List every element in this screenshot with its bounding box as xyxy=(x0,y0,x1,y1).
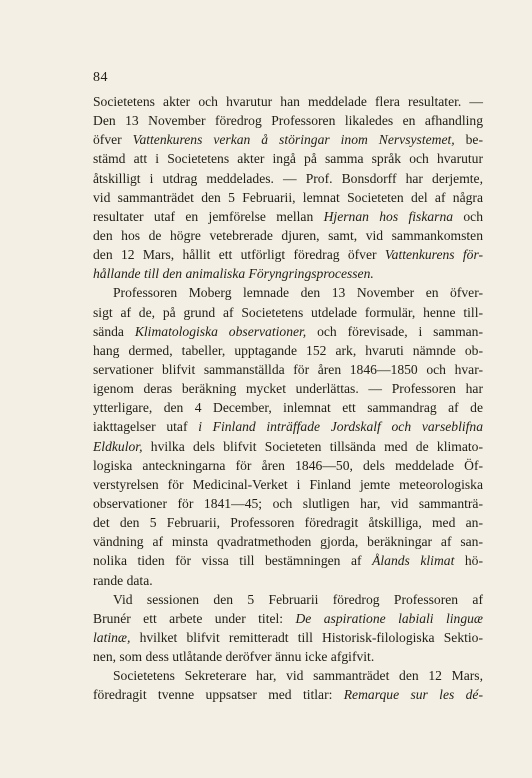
text-line xyxy=(93,169,483,188)
text-segment: hvilket blifvit remitteradt till Historisk-filologiska Sektio- xyxy=(130,629,483,645)
text-line xyxy=(93,130,483,149)
text-line xyxy=(93,685,483,704)
text-line xyxy=(93,92,483,111)
italic-text: Vattenkurens för- xyxy=(384,247,484,263)
text-line xyxy=(93,609,483,628)
italic-text: i Finland inträffade Jordskalf och varseblifna xyxy=(198,419,483,435)
text-segment: be- xyxy=(454,132,483,148)
text-line xyxy=(93,456,483,475)
text-segment: Professoren Moberg lemnade den 13 November en öfver- xyxy=(113,285,483,301)
italic-text: hållande till den animaliska Föryngringsprocessen. xyxy=(93,266,374,282)
text-line xyxy=(93,245,483,264)
text-segment: Den 13 November föredrog Professoren likaledes en afhandling xyxy=(93,113,483,129)
text-segment: sigt af de, på grund af Societetens utdelade formulär, henne till- xyxy=(93,304,483,320)
text-line xyxy=(93,513,483,532)
text-segment: den hos de högre vetebrerade djuren, samt, vid sammankomsten xyxy=(93,227,483,243)
text-line xyxy=(93,398,483,417)
text-segment: verstyrelsen för Medicinal-Verket i Finland jemte meteorologiska xyxy=(93,476,483,492)
text-line xyxy=(93,283,483,302)
text-segment: den 12 Mars, hållit ett utförligt föredrag öfver xyxy=(93,247,385,263)
text-segment: föredragit tvenne uppsatser med titlar: xyxy=(93,687,344,703)
text-line xyxy=(93,379,483,398)
text-segment: iakttagelser utaf xyxy=(93,419,199,435)
italic-text: Eldkulor, xyxy=(93,438,143,454)
text-line xyxy=(93,666,483,685)
italic-text: Ålands klimat xyxy=(372,553,455,569)
text-line xyxy=(93,647,483,666)
text-line xyxy=(93,360,483,379)
text-segment: hang dermed, tabeller, upptagande 152 ark, hvaruti nämnde ob- xyxy=(93,342,483,358)
text-segment: Brunér ett arbete under titel: xyxy=(93,610,296,626)
text-line xyxy=(93,590,483,609)
text-line xyxy=(93,628,483,647)
text-segment: och xyxy=(453,208,484,224)
text-line xyxy=(93,226,483,245)
text-segment: resultater utaf en jemförelse mellan xyxy=(93,208,324,224)
text-line xyxy=(93,475,483,494)
text-segment: observationer för 1841—45; och slutligen har, vid sammanträ- xyxy=(93,495,483,511)
text-segment: hö- xyxy=(454,553,484,569)
text-line xyxy=(93,111,483,130)
text-line xyxy=(93,207,483,226)
italic-text: Remarque sur les dé- xyxy=(343,687,483,703)
text-line xyxy=(93,303,483,322)
text-segment: logiska anteckningarna för åren 1846—50, dels meddelade Öf- xyxy=(93,457,483,473)
text-segment: vid sammanträdet den 5 Februarii, lemnat Societeten del af några xyxy=(93,189,483,205)
page-number: 84 xyxy=(93,70,108,85)
body-text xyxy=(93,92,483,705)
italic-text: latinæ, xyxy=(93,629,131,645)
text-segment: stämd att i Societetens akter ingå på samma språk och hvarutur xyxy=(93,151,483,167)
italic-text: De aspiratione labiali linguæ xyxy=(295,610,483,626)
text-segment: nen, som dess utlåtande deröfver ännu icke afgifvit. xyxy=(93,649,375,665)
text-segment: sända xyxy=(93,323,135,339)
text-segment: öfver xyxy=(93,132,133,148)
text-line xyxy=(93,322,483,341)
text-line xyxy=(93,264,483,283)
text-segment: Vid sessionen den 5 Februarii föredrog Professoren af xyxy=(113,591,483,607)
text-segment: nolika tiden för vissa till bestämningen af xyxy=(93,553,373,569)
italic-text: Hjernan hos fiskarna xyxy=(323,208,454,224)
text-segment: servationer blifvit sammanställda för åren 1846—1850 och hvar- xyxy=(93,361,483,377)
text-segment: det den 5 Februarii, Professoren föredragit åtskilliga, med an- xyxy=(93,515,483,531)
text-line xyxy=(93,532,483,551)
text-segment: rande data. xyxy=(93,572,153,588)
text-segment: Societetens Sekreterare har, vid sammanträdet den 12 Mars, xyxy=(113,668,483,684)
text-line xyxy=(93,571,483,590)
italic-text: Klimatologiska observationer, xyxy=(134,323,307,339)
text-line xyxy=(93,341,483,360)
text-segment: Societetens akter och hvarutur han meddelade flera resultater. — xyxy=(93,94,483,109)
text-segment: och förevisade, i samman- xyxy=(306,323,484,339)
italic-text: Vattenkurens verkan å störingar inom Nervsystemet, xyxy=(132,132,455,148)
text-line xyxy=(93,494,483,513)
text-segment: åtskilligt i utdrag meddelades. — Prof. Bonsdorff har derjemte, xyxy=(93,170,483,186)
text-segment: igenom deras beräkning mycket underlättas. — Professoren har xyxy=(93,381,483,397)
text-line xyxy=(93,417,483,436)
text-segment: ytterligare, den 4 December, inlemnat ett sammandrag af de xyxy=(93,400,483,416)
text-line xyxy=(93,149,483,168)
text-segment: vändning af minsta qvadratmethoden gjorda, beräkningar af san- xyxy=(93,534,483,550)
text-segment: hvilka dels blifvit Societeten tillsända med de klimato- xyxy=(142,438,483,454)
text-line xyxy=(93,551,483,570)
text-line xyxy=(93,437,483,456)
text-line xyxy=(93,188,483,207)
